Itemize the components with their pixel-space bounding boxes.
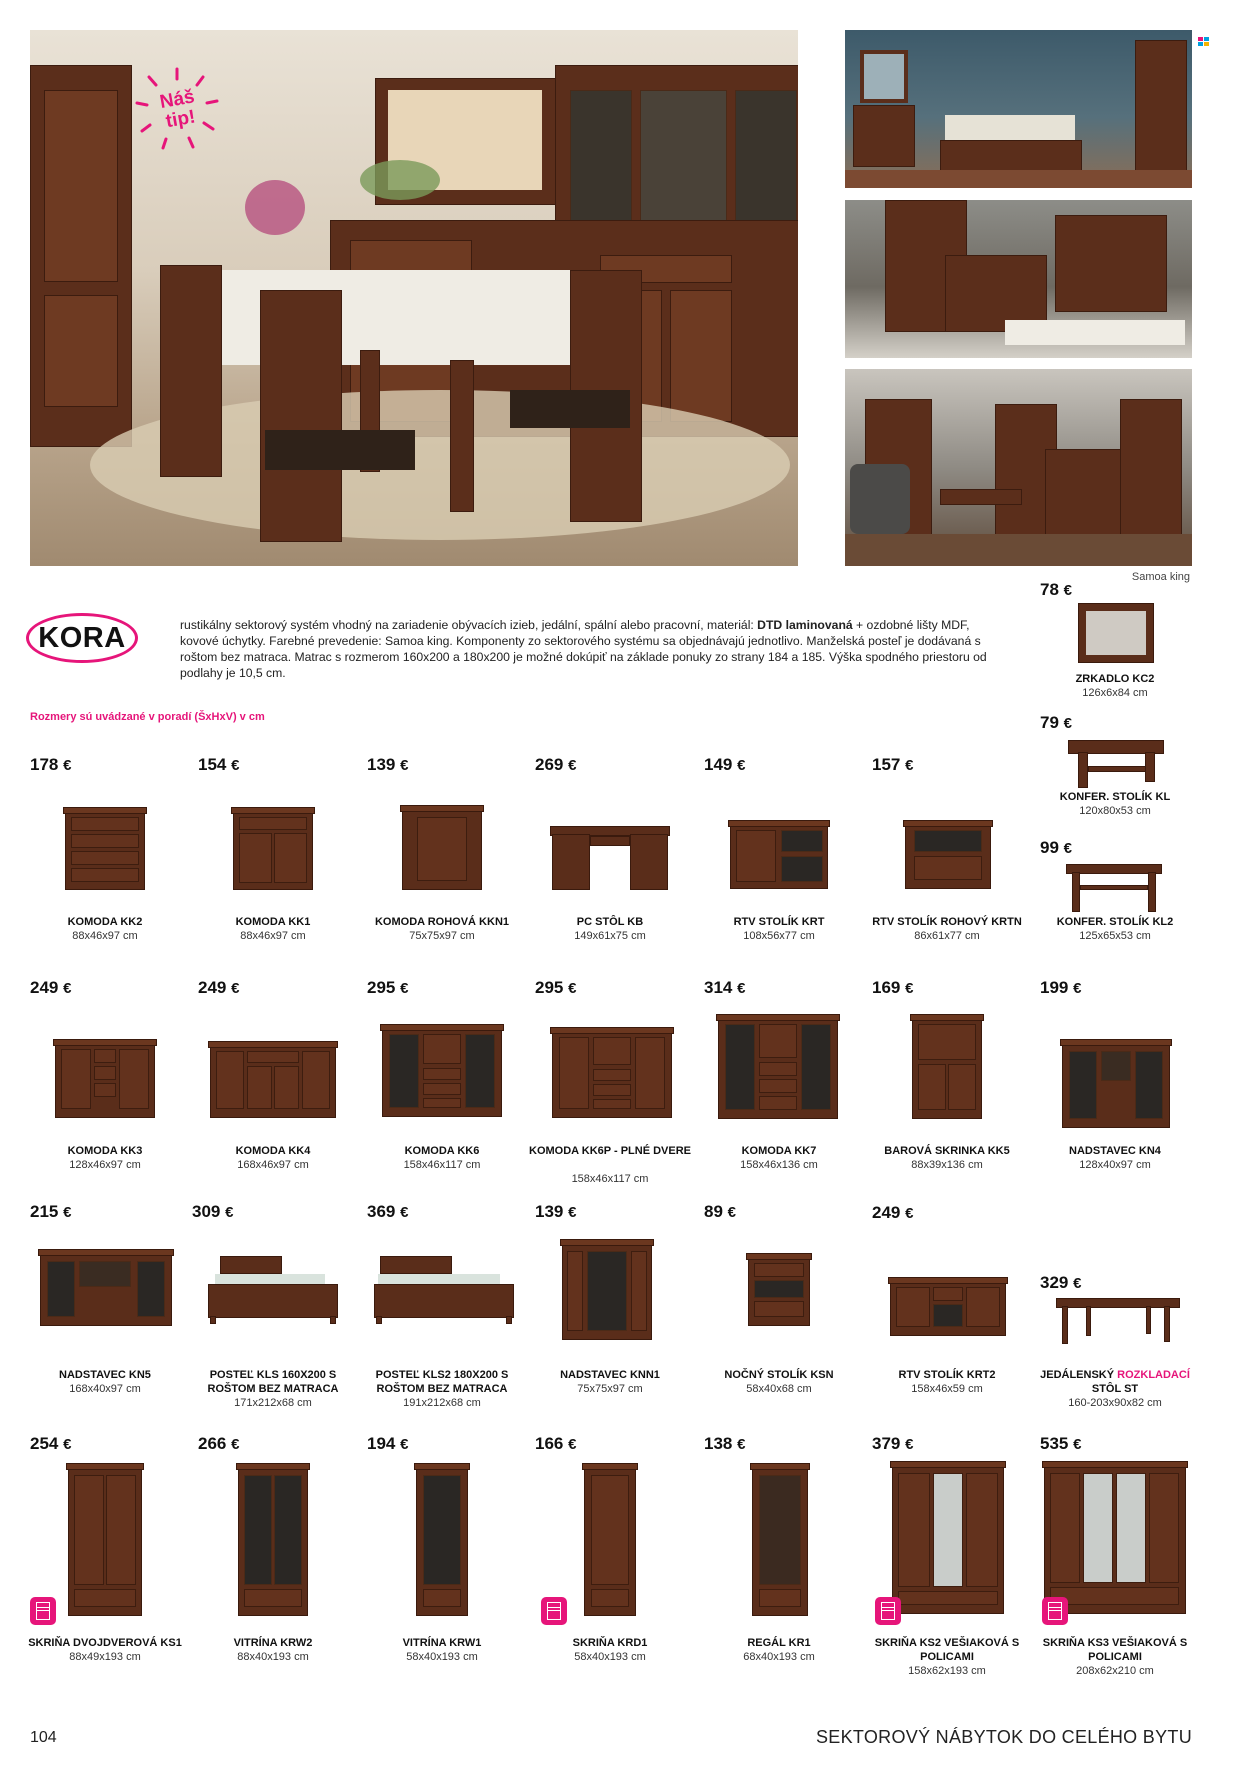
collection-description: rustikálny sektorový systém vhodný na zariadenie obývacích izieb, jedální, spální alebo pracovní, materiál: DTD laminovaná + ozdobné lišty MDF, kovové úchytky. Farebné prevedenie: Samoa king. Komponenty zo sektorového systému sa objednávajú jednotlivo. Manželská posteľ je dodávaná s roštom bez matraca. Matrac s rozmerom 160x200 a 180x200 je možné dokúpiť na základe ponuky zo strany 184 a 185. Výška spodného priestoru od podlahy je 10,5 cm. [180, 618, 987, 680]
name-kc2: ZRKADLO KC2 [1075, 673, 1155, 685]
product-image-krtn [905, 823, 991, 889]
product-image-kn5 [40, 1252, 172, 1326]
name-krtn: RTV STOLÍK ROHOVÝ KRTN [872, 916, 1022, 928]
price-ksn: 89 € [704, 1202, 736, 1221]
price-krtn: 157 € [872, 755, 914, 774]
price-kls: 309 € [192, 1202, 234, 1221]
price-kk7: 314 € [704, 978, 746, 997]
price-kk5: 169 € [872, 978, 914, 997]
retailer-mark-icon [1198, 34, 1210, 44]
dims-kls: 171x212x68 cm [234, 1397, 312, 1409]
price-kk1: 154 € [198, 755, 240, 774]
name-kk1: KOMODA KK1 [235, 916, 311, 928]
name-ksn: NOČNÝ STOLÍK KSN [724, 1369, 834, 1381]
name-krd1: SKRIŇA KRD1 [572, 1637, 648, 1649]
product-image-kk7 [718, 1017, 838, 1119]
product-image-ks2 [892, 1464, 1004, 1614]
dims-kk4: 168x46x97 cm [237, 1159, 309, 1171]
dims-kkn1: 75x75x97 cm [409, 930, 475, 942]
product-image-kk4 [210, 1044, 336, 1118]
product-image-krw2 [238, 1466, 308, 1616]
dims-kn4: 128x40x97 cm [1079, 1159, 1151, 1171]
product-image-kk3 [55, 1042, 155, 1118]
name-kn5: NADSTAVEC KN5 [59, 1369, 151, 1381]
name-kk2: KOMODA KK2 [67, 916, 143, 928]
product-image-kn4 [1062, 1042, 1170, 1128]
product-image-knn1 [562, 1242, 652, 1340]
price-kl2: 99 € [1040, 838, 1072, 857]
dims-krw2: 88x40x193 cm [237, 1651, 309, 1663]
name-kk5: BAROVÁ SKRINKA KK5 [884, 1145, 1010, 1157]
dims-ks2: 158x62x193 cm [908, 1665, 986, 1677]
name-krw1: VITRÍNA KRW1 [402, 1637, 482, 1649]
dims-kk5: 88x39x136 cm [911, 1159, 983, 1171]
nas-tip-text: Náš tip! [158, 86, 198, 133]
product-image-kr1 [752, 1466, 808, 1616]
dims-kl2: 125x65x53 cm [1079, 930, 1151, 942]
name-knn1: NADSTAVEC KNN1 [560, 1369, 660, 1381]
price-ks3: 535 € [1040, 1434, 1082, 1453]
dims-kr1: 68x40x193 cm [743, 1651, 815, 1663]
wardrobe-shelves-icon-2 [1042, 1597, 1068, 1625]
dims-st: 160-203x90x82 cm [1068, 1397, 1162, 1409]
name-kk4: KOMODA KK4 [235, 1145, 311, 1157]
product-image-kk1 [233, 810, 313, 890]
dims-ksn: 58x40x68 cm [746, 1383, 812, 1395]
product-image-kk2 [65, 810, 145, 890]
name-kk7: KOMODA KK7 [741, 1145, 817, 1157]
price-kr1: 138 € [704, 1434, 746, 1453]
price-krd1: 166 € [535, 1434, 577, 1453]
product-image-kk6p [552, 1030, 672, 1118]
price-krt: 149 € [704, 755, 746, 774]
dims-kc2: 126x6x84 cm [1082, 687, 1148, 699]
dims-kk7: 158x46x136 cm [740, 1159, 818, 1171]
dims-kk6p: 158x46x117 cm [571, 1173, 649, 1185]
price-kls2: 369 € [367, 1202, 409, 1221]
price-ks2: 379 € [872, 1434, 914, 1453]
kora-logo: KORA [26, 613, 138, 663]
price-krw1: 194 € [367, 1434, 409, 1453]
product-image-kkn1 [402, 808, 482, 890]
shelves-interior-icon [541, 1597, 567, 1625]
price-kn5: 215 € [30, 1202, 72, 1221]
price-kkn1: 139 € [367, 755, 409, 774]
name-kk3: KOMODA KK3 [67, 1145, 143, 1157]
hero-caption: Samoa king [1131, 571, 1190, 583]
nas-tip-badge [133, 65, 221, 153]
dims-kl: 120x80x53 cm [1079, 805, 1151, 817]
name-kk6p: KOMODA KK6P - PLNÉ DVERE [529, 1145, 691, 1157]
name-krt2: RTV STOLÍK KRT2 [898, 1369, 996, 1381]
name-kl2: KONFER. STOLÍK KL2 [1056, 916, 1174, 928]
dims-knn1: 75x75x97 cm [577, 1383, 643, 1395]
dimensions-note: Rozmery sú uvádzané v poradí (ŠxHxV) v cm [30, 711, 265, 723]
price-kn4: 199 € [1040, 978, 1082, 997]
dims-kk3: 128x46x97 cm [69, 1159, 141, 1171]
price-st: 329 € [1040, 1273, 1082, 1292]
product-image-kk6 [382, 1027, 502, 1117]
product-image-kc2 [1078, 603, 1154, 663]
name-kls: POSTEĽ KLS 160X200 S ROŠTOM BEZ MATRACA [207, 1369, 339, 1395]
name-krw2: VITRÍNA KRW2 [233, 1637, 313, 1649]
dims-kls2: 191x212x68 cm [403, 1397, 481, 1409]
wardrobe-interior-icon [30, 1597, 56, 1625]
product-image-ks1 [68, 1466, 142, 1616]
price-kk3: 249 € [30, 978, 72, 997]
name-ks1: SKRIŇA DVOJDVEROVÁ KS1 [28, 1637, 182, 1649]
price-kl: 79 € [1040, 713, 1072, 732]
price-krw2: 266 € [198, 1434, 240, 1453]
price-knn1: 139 € [535, 1202, 577, 1221]
price-krt2: 249 € [872, 1203, 914, 1222]
name-kl: KONFER. STOLÍK KL [1059, 791, 1171, 803]
dims-kk1: 88x46x97 cm [240, 930, 306, 942]
product-image-krd1 [584, 1466, 636, 1616]
dims-ks1: 88x49x193 cm [69, 1651, 141, 1663]
product-image-kk5 [912, 1017, 982, 1119]
photo-bedroom [845, 30, 1192, 188]
photo-study-room [845, 369, 1192, 566]
price-kk2: 178 € [30, 755, 72, 774]
name-kb: PC STÔL KB [576, 916, 644, 928]
name-ks2: SKRIŇA KS2 VEŠIAKOVÁ S POLICAMI [874, 1637, 1020, 1663]
name-kr1: REGÁL KR1 [747, 1637, 811, 1649]
price-kb: 269 € [535, 755, 577, 774]
dims-krt: 108x56x77 cm [743, 930, 815, 942]
name-kkn1: KOMODA ROHOVÁ KKN1 [374, 916, 510, 928]
section-title: SEKTOROVÝ NÁBYTOK DO CELÉHO BYTU [815, 1727, 1192, 1747]
product-image-krw1 [416, 1466, 468, 1616]
price-kc2: 78 € [1040, 580, 1072, 599]
name-kn4: NADSTAVEC KN4 [1069, 1145, 1161, 1157]
price-kk4: 249 € [198, 978, 240, 997]
price-kk6: 295 € [367, 978, 409, 997]
price-kk6p: 295 € [535, 978, 577, 997]
product-image-ks3 [1044, 1464, 1186, 1614]
dims-ks3: 208x62x210 cm [1076, 1665, 1154, 1677]
wardrobe-shelves-icon [875, 1597, 901, 1625]
name-kk6: KOMODA KK6 [404, 1145, 480, 1157]
dims-kn5: 168x40x97 cm [69, 1383, 141, 1395]
name-kls2: POSTEĽ KLS2 180X200 S ROŠTOM BEZ MATRACA [375, 1369, 509, 1395]
name-st: JEDÁLENSKÝ ROZKLADACÍ STÔL ST [1040, 1369, 1190, 1395]
product-image-krt2 [890, 1280, 1006, 1336]
dims-kk2: 88x46x97 cm [72, 930, 138, 942]
dims-krt2: 158x46x59 cm [911, 1383, 983, 1395]
dims-kb: 149x61x75 cm [574, 930, 646, 942]
page-number: 104 [30, 1729, 57, 1746]
dims-kk6: 158x46x117 cm [403, 1159, 481, 1171]
name-krt: RTV STOLÍK KRT [733, 916, 825, 928]
name-ks3: SKRIŇA KS3 VEŠIAKOVÁ S POLICAMI [1042, 1637, 1188, 1663]
dims-krtn: 86x61x77 cm [914, 930, 980, 942]
dims-krd1: 58x40x193 cm [574, 1651, 646, 1663]
photo-living-room [845, 200, 1192, 358]
price-ks1: 254 € [30, 1434, 72, 1453]
dims-krw1: 58x40x193 cm [406, 1651, 478, 1663]
product-image-krt [730, 823, 828, 889]
product-image-ksn [748, 1256, 810, 1326]
